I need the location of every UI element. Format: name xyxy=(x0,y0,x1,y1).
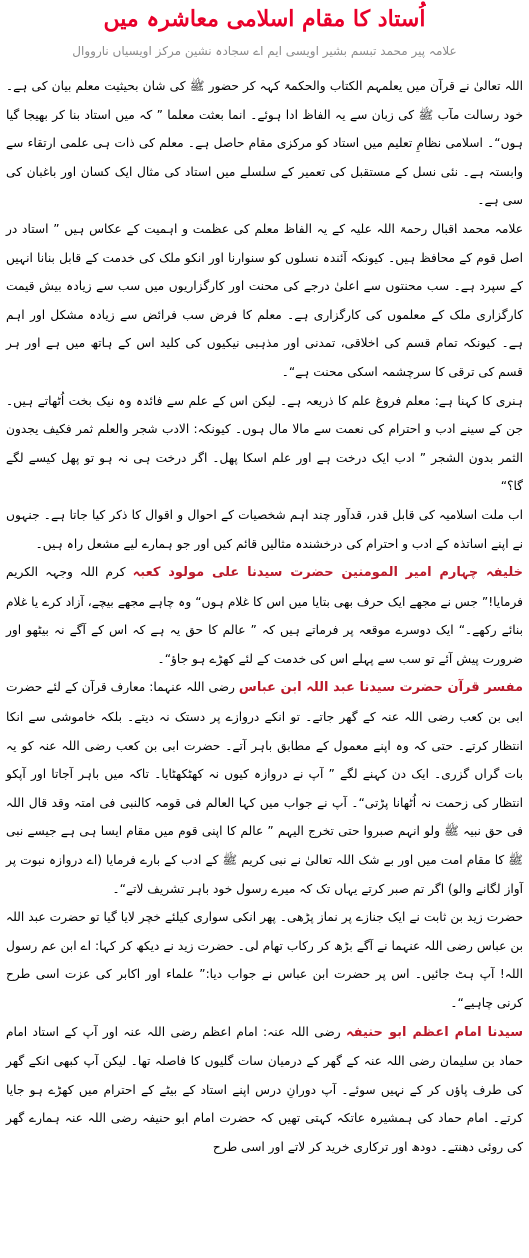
article-byline: علامہ پیر محمد تبسم بشیر اویسی ایم اے سجادہ نشین مرکز اویسیاں نارووال xyxy=(72,44,457,58)
article-body xyxy=(0,72,529,1162)
article-title: اُستاد کا مقام اسلامی معاشرہ میں xyxy=(103,6,426,32)
paragraph-text: کرم اللہ وجہہ الکریم فرمایا!” جس نے مجھے ایک حرف بھی بتایا میں اس کا غلام ہوں“ وہ چاہے مجھے بیچے، آزاد کرے یا غلام بنائے رکھے۔“ ایک دوسرے موقعہ پر فرماتے ہیں کہ ” عالم کا حق یہ ہے کہ اس کے آگے نہ بیٹھو اور ضرورت پیش آئے تو سب سے پہلے اس کی خدمت کے لئے کھڑے ہو جاؤ“۔ xyxy=(6,565,523,666)
section-heading: خلیفہ چہارم امیر المومنین حضرت سیدنا علی مولود کعبہ xyxy=(132,565,523,581)
paragraph: اب ملت اسلامیہ کی قابل قدر، قدآور چند اہم شخصیات کے احوال و اقوال کا ذکر کیا جاتا ہے۔ جنہوں نے اپنے اساتذہ کے ادب و احترام کی درخشندہ مثالیں قائم کیں اور جو ہمارے لیے مشعل راہ ہیں۔ xyxy=(6,507,523,551)
paragraph: ہنری کا کہنا ہے: معلم فروغ علم کا ذریعہ ہے۔ لیکن اس کے علم سے فائدہ وہ نیک بخت اُٹھاتے ہیں۔ جن کے سینے ادب و احترام کی نعمت سے مالا مال ہوں۔ کیونکہ: الادب شجر والعلم ثمر فکیف یجدون الثمر بدون الشجر ” ادب ایک درخت ہے اور علم اسکا پھل۔ اگر درخت ہی نہ ہو تو پھل کیسے لگے گا؟“ xyxy=(6,393,523,494)
section-heading: سیدنا امام اعظم ابو حنیفہ xyxy=(345,1024,523,1040)
paragraph xyxy=(6,673,523,903)
section-heading: مفسر قرآن حضرت سیدنا عبد اللہ ابن عباس xyxy=(238,680,524,696)
paragraph xyxy=(6,1018,523,1162)
paragraph: حضرت زید بن ثابت نے ایک جنازے پر نماز پڑھی۔ پھر انکی سواری کیلئے خچر لایا گیا تو حضرت عبد اللہ بن عباس رضی اللہ عنہما نے آگے بڑھ کر رکاب تھام لی۔ حضرت زید نے دیکھ کر کہا: اے ابن عم رسول اللہ! آپ ہٹ جائیں۔ اس پر حضرت ابن عباس نے جواب دیا:” علماء اور اکابر کی عزت اسی طرح کرنی چاہیے“۔ xyxy=(6,910,524,1010)
paragraph: علامہ محمد اقبال رحمۃ اللہ علیہ کے یہ الفاظ معلم کی عظمت و اہمیت کے عکاس ہیں ” استاد در اصل قوم کے محافظ ہیں۔ کیونکہ آئندہ نسلوں کو سنوارنا اور انکو ملک کی خدمت کے قابل بنانا انہیں کے سپرد ہے۔ سب محنتوں سے اعلیٰ درجے کی محنت اور کارگزاریوں میں سب سے زیادہ بیش قیمت کارگزاری ملک کے معلموں کی کارگزاری ہے۔ معلم کا فرض سب فرائض سے زیادہ مشکل اور اہم ہے۔ کیونکہ تمام قسم کی اخلاقی، تمدنی اور مذہبی نیکیوں کی کلید اس کے ہاتھ میں ہے اور ہر قسم کی ترقی کا سرچشمہ اسکی محنت ہے“۔ xyxy=(6,221,523,379)
paragraph-text: رضی اللہ عنہ: امام اعظم رضی اللہ عنہ اور آپ کے استاد امام حماد بن سلیمان رضی اللہ عنہ کے گھر کے درمیان سات گلیوں کا فاصلہ تھا۔ لیکن آپ کبھی انکے گھر کی طرف پاؤں کر کے نہیں سوئے۔ آپ دورانِ درس اپنے استاد کے بیٹے کے احترام میں کھڑے ہو جایا کرتے۔ امام حماد کی ہمشیرہ عاتکہ کہتی تھیں کہ حضرت امام ابو حنیفہ رضی اللہ عنہ ہمارے گھر کی روئی دھنتے۔ دودھ اور ترکاری خرید کر لاتے اور اسی طرح xyxy=(6,1024,523,1154)
paragraph: اللہ تعالیٰ نے قرآن میں یعلمہم الکتاب والحکمۃ کہہ کر حضور ﷺ کی شان بحیثیت معلم بیان کی ہے۔ خود رسالت مآب ﷺ کی زبان سے یہ الفاظ ادا ہوئے۔ انما بعثت معلما ” کہ میں استاد بنا کر بھیجا گیا ہوں“۔ اسلامی نظامِ تعلیم میں استاد کو مرکزی مقام حاصل ہے۔ معلم کی ذات ہی علمی ارتقاء سے وابستہ ہے۔ نئی نسل کے مستقبل کی تعمیر کے سلسلے میں استاد کی مثال ایک کسان اور باغبان کی سی ہے۔ xyxy=(6,79,523,208)
paragraph xyxy=(6,558,523,673)
paragraph-text: رضی اللہ عنہما: معارف قرآن کے لئے حضرت ابی بن کعب رضی اللہ عنہ کے گھر جاتے۔ تو انکے دروازے پر دستک نہ دیتے۔ بلکہ خاموشی سے انکا انتظار کرتے۔ حتی کہ وہ اپنے معمول کے مطابق باہر آتے۔ حضرت ابی بن کعب رضی اللہ عنہ کو یہ بات گراں گزری۔ ایک دن کہنے لگے ” آپ نے دروازہ کیوں نہ کھٹکھٹایا۔ تاکہ میں باہر آجاتا اور آپکو انتظار کی زحمت نہ اُٹھانا پڑتی“۔ آپ نے جواب میں کہا العالم فی قومہ کالنبی فی امتہ وقد قال اللہ فی حق نبیہ ﷺ ولو انہم صبروا حتی تخرج الیہم ” عالم کا اپنی قوم میں مقام ایسا ہی ہے جیسے نبی ﷺ کا مقام امت میں اور بے شک اللہ تعالیٰ نے نبی کریم ﷺ کے ادب کے بارے فرمایا (اے دروازہ نبوت پر آواز لگانے والو) اگر تم صبر کرتے یہاں تک کہ میرے رسول خود باہر تشریف لاتے“۔ xyxy=(6,680,523,896)
